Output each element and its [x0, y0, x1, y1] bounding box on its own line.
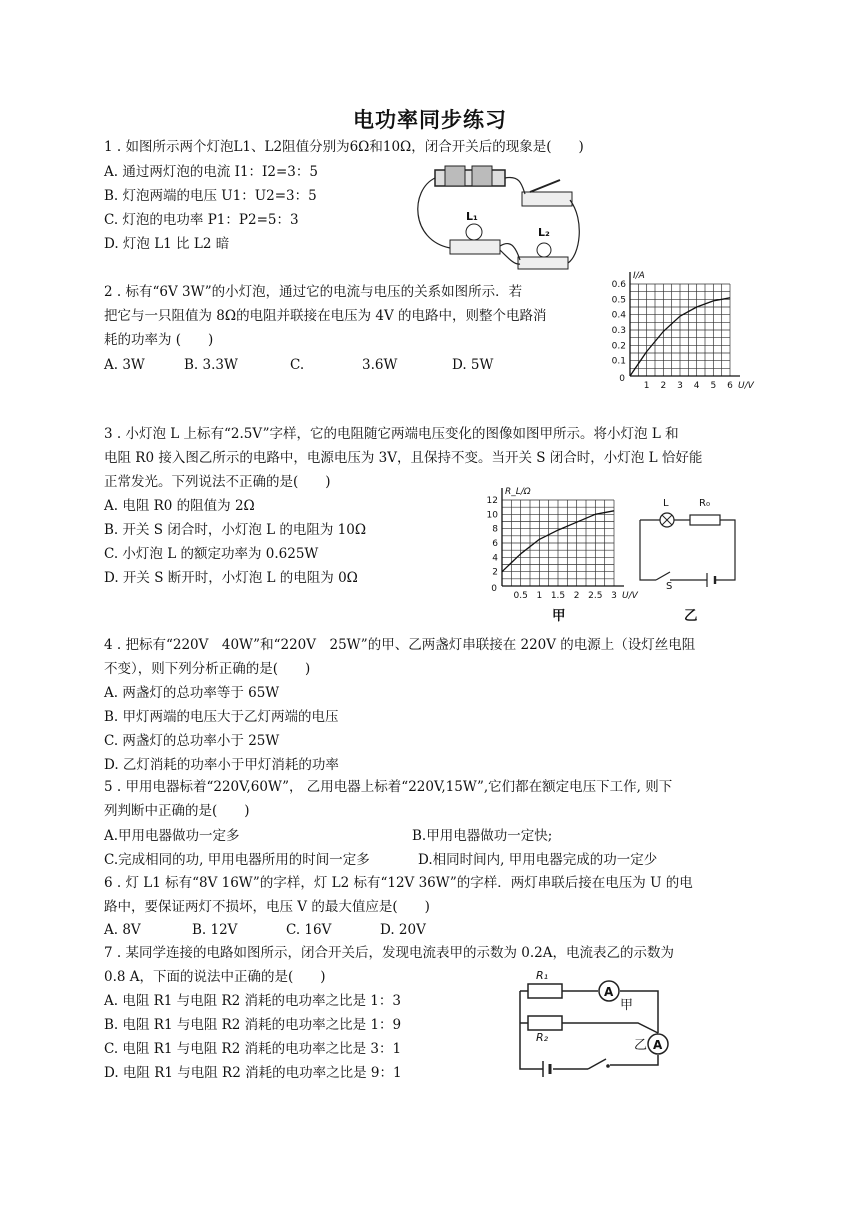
q4-option-c: C. 两盏灯的总功率小于 25W [104, 733, 280, 749]
q3-chart-origin-label: 0 [491, 584, 497, 594]
q2-line-3: 耗的功率为 ( ) [104, 332, 214, 348]
q2-line-1: 2 . 标有“6V 3W”的小灯泡，通过它的电流与电压的关系如图所示．若 [104, 284, 523, 300]
q1-option-b: B. 灯泡两端的电压 U1：U2=3：5 [104, 188, 317, 204]
q3-figure-yi-caption: 乙 [684, 608, 698, 624]
q3-chart-y-tick-label: 12 [486, 496, 498, 506]
q3-chart-x-tick-label: 2.5 [588, 591, 603, 601]
q1-stem: 1 . 如图所示两个灯泡L1、L2阻值分别为6Ω和10Ω，闭合开关后的现象是( ) [104, 139, 584, 155]
q2-option-a: A. 3W [104, 357, 145, 373]
q7-r1-label: R₁ [536, 969, 549, 982]
q2-line-2: 把它与一只阻值为 8Ω的电阻并联接在电压为 4V 的电路中，则整个电路消 [104, 308, 547, 324]
q7-circuit-figure [498, 965, 683, 1080]
q3-circuit-r0-label: R₀ [699, 498, 710, 509]
q5-option-c: C.完成相同的功, 甲用电器所用的时间一定多 [104, 852, 370, 868]
q6-option-c: C. 16V [286, 922, 332, 938]
q3-line-3: 正常发光。下列说法不正确的是( ) [104, 474, 331, 490]
q3-rl-chart [478, 482, 643, 600]
q4-option-d: D. 乙灯消耗的功率小于甲灯消耗的功率 [104, 757, 339, 773]
q7-ammeter-jia-symbol: A [604, 985, 614, 999]
q2-chart-x-tick-label: 1 [643, 381, 650, 391]
q2-option-c: C. [290, 357, 305, 373]
q3-chart-y-tick-label: 6 [492, 539, 498, 549]
q2-chart-y-tick-label: 0.6 [611, 280, 626, 290]
q2-chart-x-tick-label: 5 [710, 381, 717, 391]
q2-chart-x-tick-label: 6 [727, 381, 733, 391]
q2-chart-x-tick-label: 4 [693, 381, 700, 391]
q3-chart-x-tick-label: 0.5 [513, 591, 528, 601]
q3-chart-x-tick-label: 3 [611, 591, 617, 601]
q2-option-b: B. 3.3W [184, 357, 238, 373]
q3-figure-jia-caption: 甲 [552, 608, 566, 624]
q7-option-b: B. 电阻 R1 与电阻 R2 消耗的电功率之比是 1：9 [104, 1017, 402, 1033]
q7-ammeter-yi-label: 乙 [634, 1038, 648, 1053]
q1-option-c: C. 灯泡的电功率 P1：P2=5：3 [104, 212, 299, 228]
q2-option-c-value: 3.6W [362, 357, 398, 373]
q7-option-c: C. 电阻 R1 与电阻 R2 消耗的电功率之比是 3：1 [104, 1041, 402, 1057]
q4-line-2: 不变），则下列分析正确的是( ) [104, 661, 311, 677]
q7-line-2: 0.8 A，下面的说法中正确的是( ) [104, 969, 326, 985]
q2-chart-origin-label: 0 [619, 374, 625, 384]
q2-chart-x-axis-label: U/V [738, 381, 754, 391]
q2-chart-y-tick-label: 0.3 [611, 326, 626, 336]
q7-ammeter-yi-symbol: A [653, 1038, 663, 1052]
q3-chart-x-tick-label: 1.5 [550, 591, 566, 601]
page-title: 电功率同步练习 [353, 108, 507, 132]
q3-chart-x-tick-label: 2 [573, 591, 580, 601]
q2-chart-x-tick-label: 3 [677, 381, 683, 391]
q2-iu-chart [598, 270, 760, 392]
q2-chart-x-tick-label: 2 [660, 381, 667, 391]
q3-chart-x-tick-label: 1 [536, 591, 543, 601]
q7-option-a: A. 电阻 R1 与电阻 R2 消耗的电功率之比是 1：3 [104, 993, 401, 1009]
q1-option-d: D. 灯泡 L1 比 L2 暗 [104, 236, 230, 252]
q7-line-1: 7 . 某同学连接的电路如图所示，闭合开关后，发现电流表甲的示数为 0.2A，电流表乙的示数为 [104, 945, 674, 961]
q2-chart-y-axis-label: I/A [633, 271, 645, 281]
q3-circuit-l-label: L [663, 498, 669, 509]
q1-option-a: A. 通过两灯泡的电流 I1：I2=3：5 [104, 164, 318, 180]
q3-option-b: B. 开关 S 闭合时，小灯泡 L 的电阻为 10Ω [104, 522, 367, 538]
q3-chart-y-tick-label: 8 [492, 524, 498, 535]
q6-option-d: D. 20V [380, 922, 426, 938]
q7-r2-label: R₂ [536, 1031, 549, 1044]
q1-l1-label: L₁ [466, 210, 478, 223]
q1-circuit-figure [410, 160, 585, 275]
q7-option-d: D. 电阻 R1 与电阻 R2 消耗的电功率之比是 9：1 [104, 1065, 402, 1081]
q3-chart-y-tick-label: 10 [486, 510, 498, 521]
q5-line-1: 5 . 甲用电器标着“220V,60W”， 乙用电器上标着“220V,15W”,它们都在额定电压下工作, 则下 [104, 779, 673, 795]
q3-chart-x-axis-label: U/V [622, 591, 638, 601]
q3-circuit-s-label: S [666, 581, 673, 592]
q4-option-b: B. 甲灯两端的电压大于乙灯两端的电压 [104, 709, 339, 725]
q3-option-a: A. 电阻 R0 的阻值为 2Ω [104, 498, 255, 514]
q1-l2-label: L₂ [538, 226, 550, 239]
q5-option-d: D.相同时间内, 甲用电器完成的功一定少 [418, 852, 658, 868]
q4-line-1: 4 . 把标有“220V 40W”和“220V 25W”的甲、乙两盏灯串联接在 220V 的电源上（设灯丝电阻 [104, 637, 696, 653]
q5-option-a: A.甲用电器做功一定多 [104, 828, 240, 844]
q3-chart-y-tick-label: 2 [492, 567, 498, 578]
q6-line-2: 路中，要保证两灯不损坏，电压 V 的最大值应是( ) [104, 899, 430, 915]
q4-option-a: A. 两盏灯的总功率等于 65W [104, 685, 280, 701]
q6-option-a: A. 8V [104, 922, 141, 938]
q2-chart-y-tick-label: 0.4 [611, 310, 626, 321]
q5-line-2: 列判断中正确的是( ) [104, 803, 250, 819]
q3-line-2: 电阻 R0 接入图乙所示的电路中，电源电压为 3V，且保持不变。当开关 S 闭合时，小灯泡 L 恰好能 [104, 450, 703, 466]
q3-chart-y-axis-label: R_L/Ω [505, 487, 531, 497]
q3-option-d: D. 开关 S 断开时，小灯泡 L 的电阻为 0Ω [104, 570, 358, 586]
q3-chart-y-tick-label: 4 [492, 553, 498, 564]
q2-option-d: D. 5W [452, 357, 494, 373]
q3-line-1: 3 . 小灯泡 L 上标有“2.5V”字样，它的电阻随它两端电压变化的图像如图甲所示。将小灯泡 L 和 [104, 426, 679, 442]
q3-option-c: C. 小灯泡 L 的额定功率为 0.625W [104, 546, 319, 562]
q2-chart-y-tick-label: 0.2 [611, 341, 626, 352]
q5-option-b: B.甲用电器做功一定快; [412, 828, 553, 844]
q2-chart-y-tick-label: 0.5 [611, 295, 626, 306]
q2-chart-y-tick-label: 0.1 [611, 356, 626, 367]
q3-circuit-figure [630, 490, 745, 590]
q6-option-b: B. 12V [192, 922, 238, 938]
q7-ammeter-jia-label: 甲 [620, 998, 634, 1013]
q6-line-1: 6 . 灯 L1 标有“8V 16W”的字样，灯 L2 标有“12V 36W”的字样．两灯串联后接在电压为 U 的电 [104, 875, 693, 891]
